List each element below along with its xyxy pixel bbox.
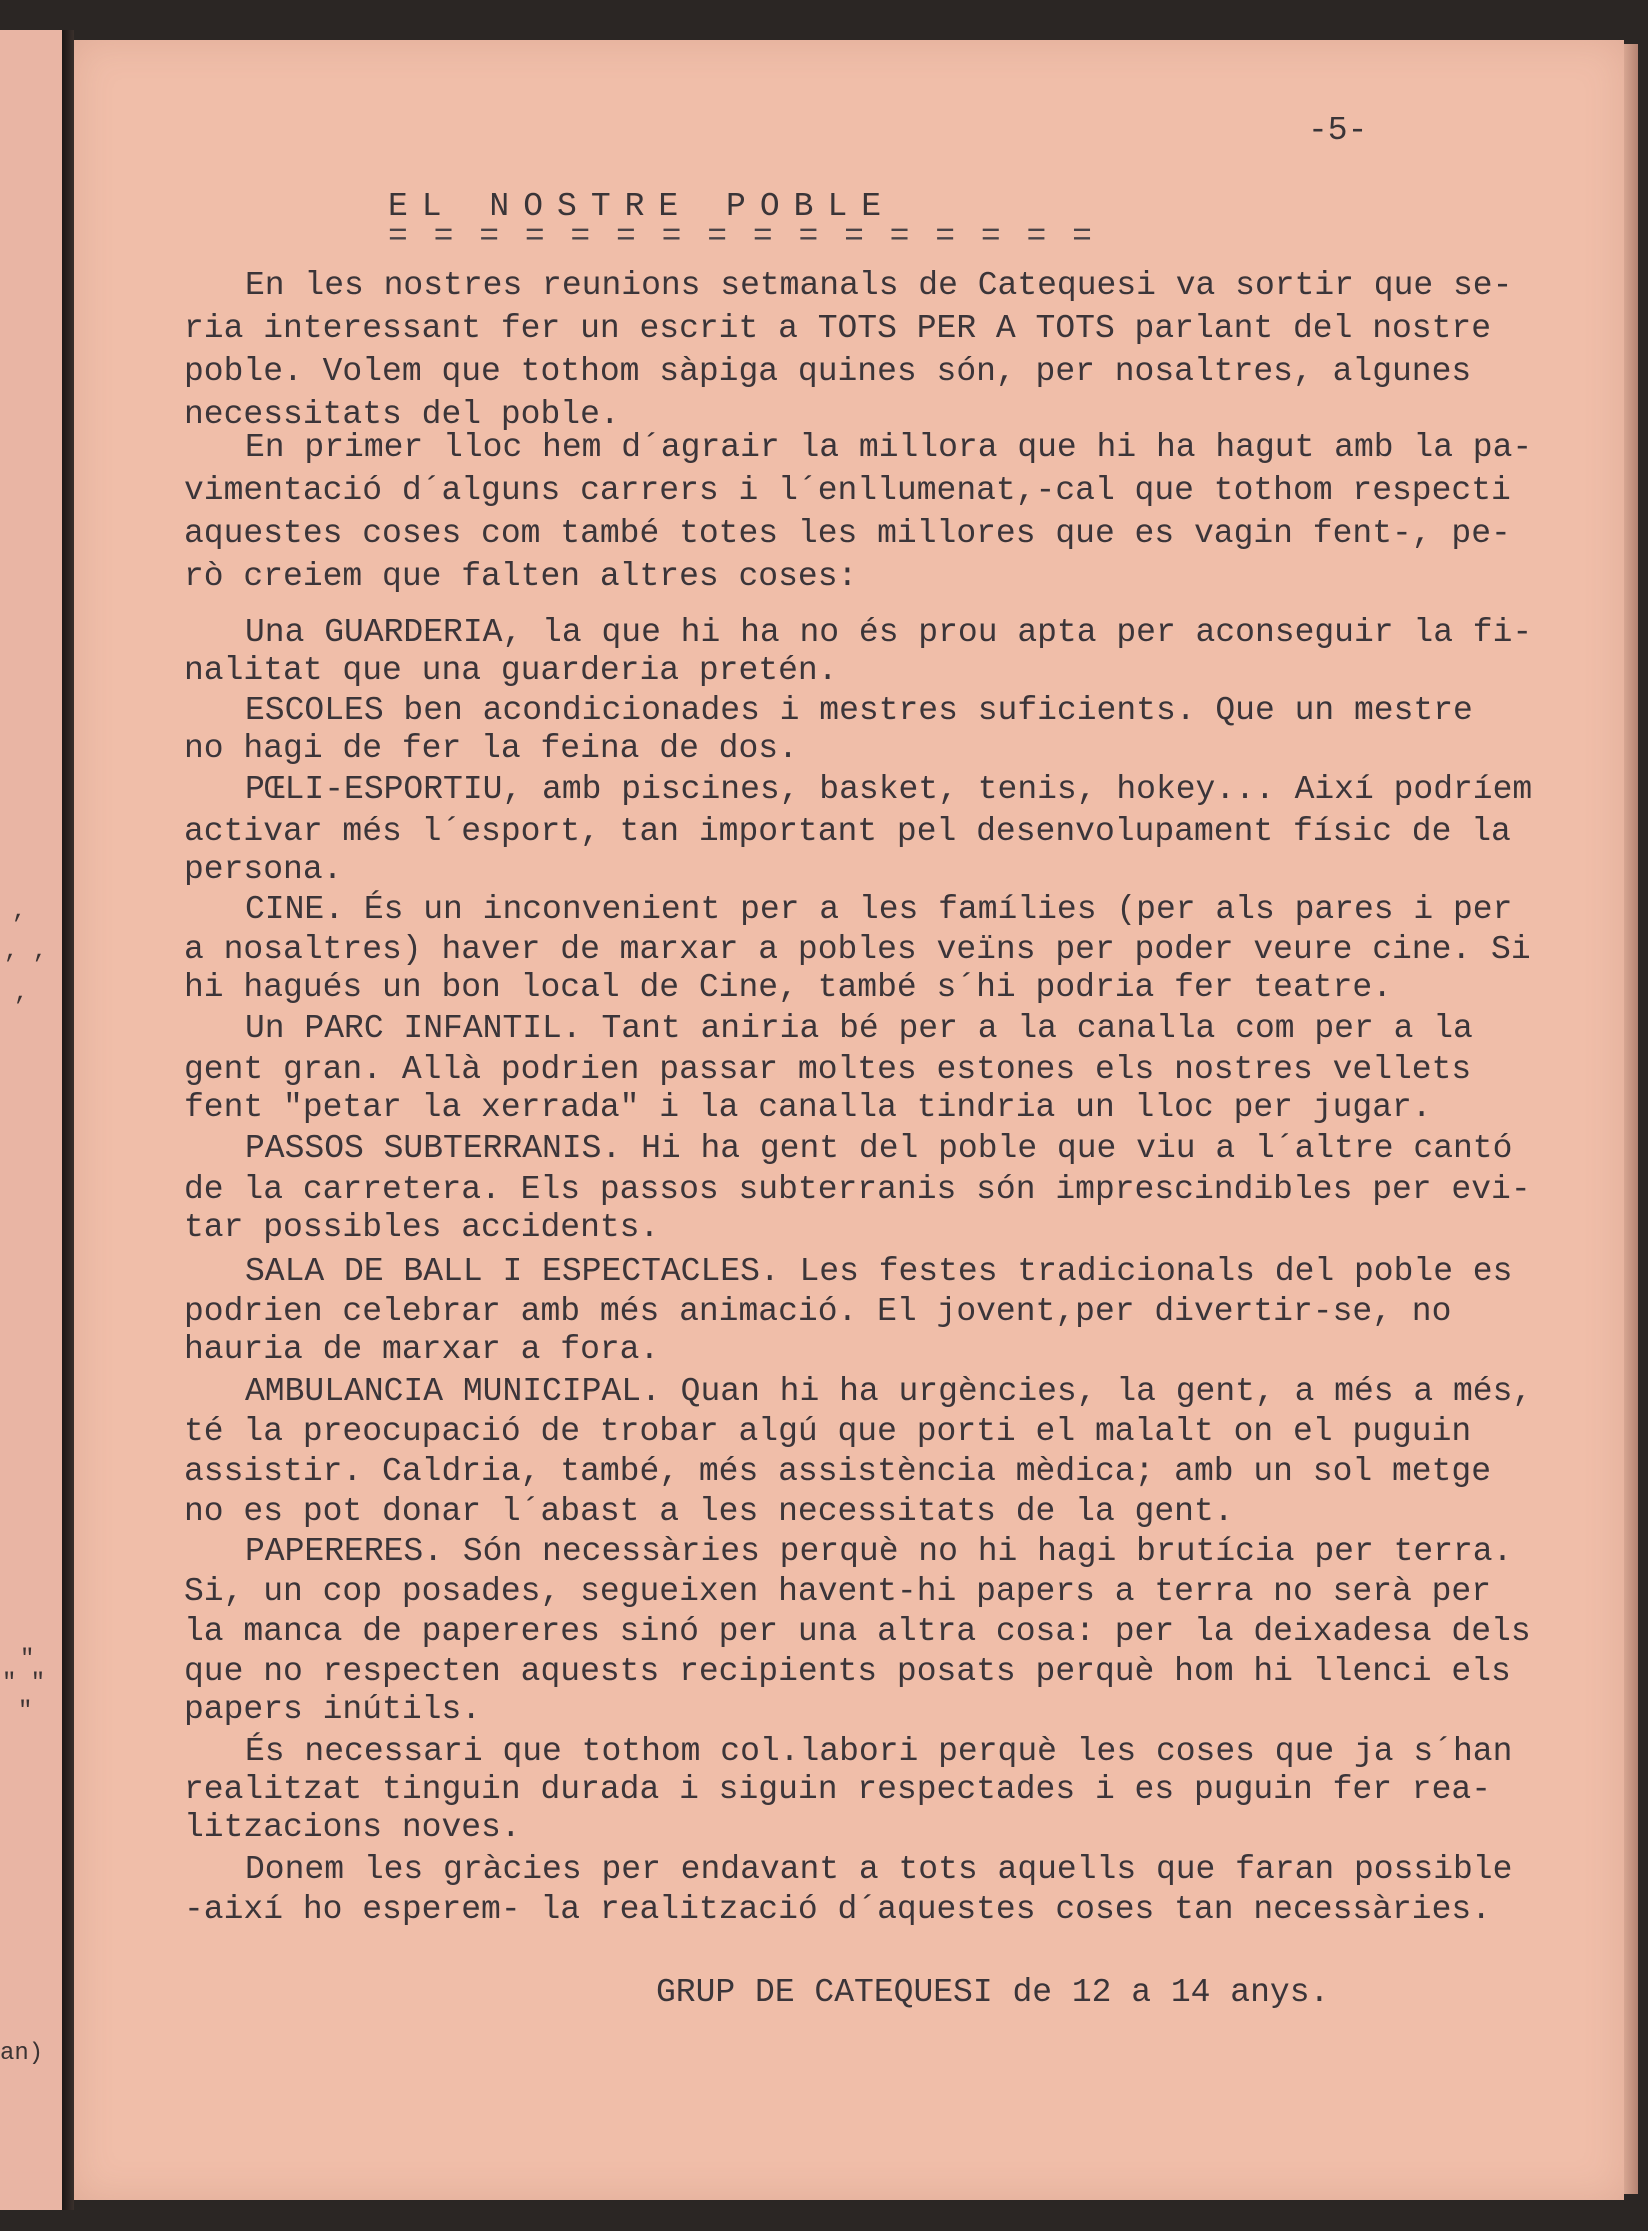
text-line: podrien celebrar amb més animació. El jovent,per divertir-se, no (184, 1293, 1452, 1330)
text-line: hauria de marxar a fora. (184, 1331, 660, 1368)
text-line: vimentació d´alguns carrers i l´enllumenat,-cal que tothom respecti (184, 472, 1511, 509)
text-line: tar possibles accidents. (184, 1209, 660, 1246)
text-line: la manca de papereres sinó per una altra cosa: per la deixadesa dels (184, 1613, 1531, 1650)
text-line: -així ho esperem- la realització d´aquestes coses tan necessàries. (184, 1891, 1492, 1928)
text-line: ria interessant fer un escrit a TOTS PER A TOTS parlant del nostre (184, 310, 1492, 347)
text-line: a nosaltres) haver de marxar a pobles veïns per poder veure cine. Si (184, 931, 1531, 968)
text-line: no es pot donar l´abast a les necessitats de la gent. (184, 1493, 1234, 1530)
page-title: EL NOSTRE POBLE (388, 188, 896, 225)
text-line: Una GUARDERIA, la que hi ha no és prou apta per aconseguir la fi- (245, 614, 1533, 651)
text-line: Si, un cop posades, segueixen havent-hi papers a terra no serà per (184, 1573, 1492, 1610)
previous-page-edge (0, 30, 65, 2210)
margin-mark: , (14, 980, 29, 1007)
margin-mark: " (18, 1698, 33, 1725)
text-line: té la preocupació de trobar algú que porti el malalt on el puguin (184, 1413, 1472, 1450)
text-line: Donem les gràcies per endavant a tots aquells que faran possible (245, 1851, 1513, 1888)
text-line: activar més l´esport, tan important pel desenvolupament físic de la (184, 813, 1511, 850)
margin-mark: " (20, 1646, 35, 1673)
margin-mark: , (12, 898, 27, 925)
margin-mark: " " (2, 1670, 46, 1697)
text-line: poble. Volem que tothom sàpiga quines són, per nosaltres, algunes (184, 353, 1472, 390)
title-underline: = = = = = = = = = = = = = = = = (388, 218, 1095, 255)
text-line: ESCOLES ben acondicionades i mestres suficients. Que un mestre (245, 692, 1473, 729)
text-line: En primer lloc hem d´agrair la millora que hi ha hagut amb la pa- (245, 429, 1533, 466)
page-number: -5- (1308, 112, 1368, 149)
book-gutter (62, 30, 74, 2210)
text-line: És necessari que tothom col.labori perquè les coses que ja s´han (245, 1733, 1513, 1770)
text-line: no hagi de fer la feina de dos. (184, 730, 798, 767)
text-line: nalitat que una guarderia pretén. (184, 652, 838, 689)
text-line: de la carretera. Els passos subterranis són imprescindibles per evi- (184, 1171, 1531, 1208)
text-line: PAPERERES. Són necessàries perquè no hi hagi brutícia per terra. (245, 1533, 1513, 1570)
text-line: fent "petar la xerrada" i la canalla tindria un lloc per jugar. (184, 1089, 1432, 1126)
margin-mark: , , (4, 938, 48, 965)
text-line: Un PARC INFANTIL. Tant aniria bé per a la canalla com per a la (245, 1010, 1473, 1047)
margin-mark: an) (0, 2040, 44, 2067)
text-line: En les nostres reunions setmanals de Catequesi va sortir que se- (245, 267, 1513, 304)
text-line: gent gran. Allà podrien passar moltes estones els nostres vellets (184, 1051, 1472, 1088)
text-line: assistir. Caldria, també, més assistència mèdica; amb un sol metge (184, 1453, 1492, 1490)
text-line: CINE. És un inconvenient per a les famílies (per als pares i per (245, 891, 1513, 928)
text-line: persona. (184, 851, 343, 888)
text-line: SALA DE BALL I ESPECTACLES. Les festes tradicionals del poble es (245, 1253, 1513, 1290)
text-line: litzacions noves. (184, 1809, 521, 1846)
text-line: realitzat tinguin durada i siguin respectades i es puguin fer rea- (184, 1771, 1492, 1808)
text-line: que no respecten aquests recipients posats perquè hom hi llenci els (184, 1653, 1511, 1690)
text-line: rò creiem que falten altres coses: (184, 558, 858, 595)
text-line: PŒLI-ESPORTIU, amb piscines, basket, tenis, hokey... Així podríem (245, 771, 1533, 808)
text-line: aquestes coses com també totes les millores que es vagin fent-, pe- (184, 515, 1511, 552)
text-line: hi hagués un bon local de Cine, també s´hi podria fer teatre. (184, 969, 1392, 1006)
text-line: papers inútils. (184, 1691, 482, 1728)
text-line: PASSOS SUBTERRANIS. Hi ha gent del poble que viu a l´altre cantó (245, 1130, 1513, 1167)
page-edge (1624, 44, 1638, 2194)
text-line: necessitats del poble. (184, 396, 620, 433)
signature: GRUP DE CATEQUESI de 12 a 14 anys. (656, 1974, 1330, 2011)
text-line: AMBULANCIA MUNICIPAL. Quan hi ha urgències, la gent, a més a més, (245, 1373, 1533, 1410)
